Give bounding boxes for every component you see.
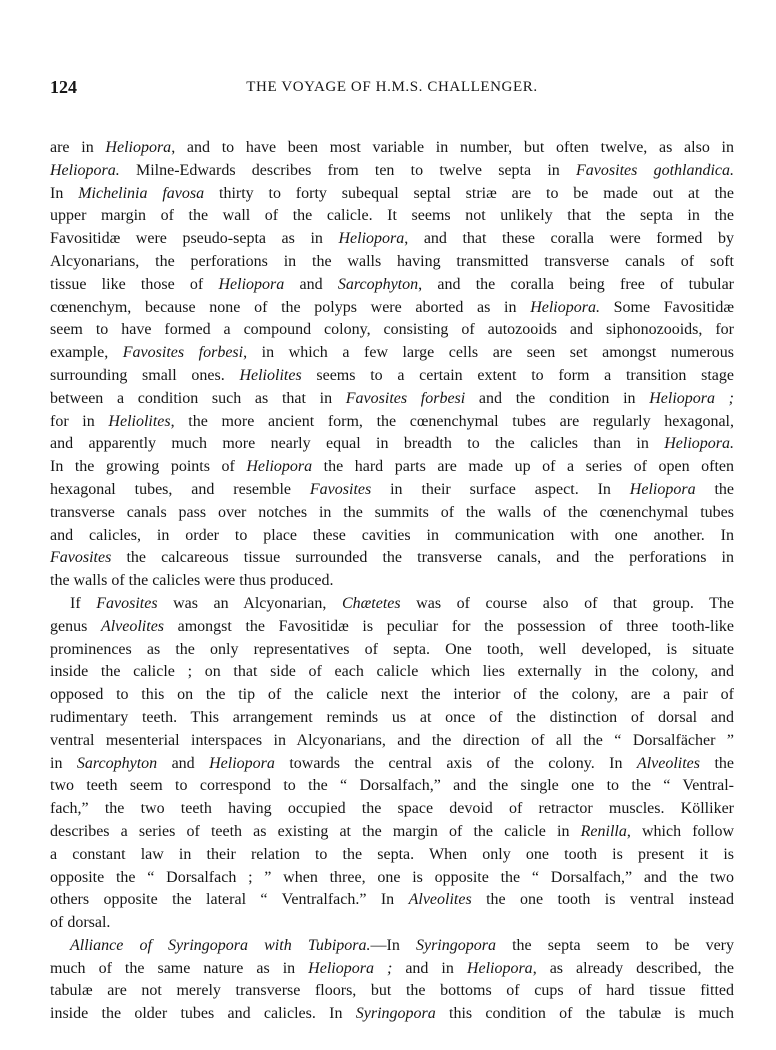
italic-term: Syringopora (415, 936, 496, 954)
text-segment: two teeth seem to correspond to the “ Dorsalfach,” and the single one to the “ Ventral- (50, 777, 734, 795)
text-segment: and apparently much more nearly equal in breadth to the calicles than in (50, 435, 665, 453)
text-line (50, 228, 734, 251)
italic-term: Syringopora (355, 1005, 436, 1023)
text-segment: Alcyonarians, the perforations in the walls having transmitted transverse canals of soft (50, 252, 734, 270)
text-segment: opposed to this on the tip of the calicle next the interior of the colony, are a pair of (50, 686, 734, 704)
text-segment: for in (50, 412, 109, 430)
italic-term: Favosites (96, 594, 158, 612)
text-line (50, 251, 734, 274)
text-line (50, 479, 734, 502)
italic-term: Alveolites (100, 617, 165, 635)
italic-term: Heliopora (246, 458, 313, 476)
text-line (50, 525, 734, 548)
text-segment: hexagonal tubes, and resemble (50, 480, 310, 498)
running-title: THE VOYAGE OF H.M.S. CHALLENGER. (246, 79, 538, 95)
text-segment: transverse canals pass over notches in the summits of the walls of the cœnenchymal tubes (50, 503, 734, 521)
text-segment: genus (50, 617, 101, 635)
text-segment: and the condition in (465, 389, 650, 407)
text-line (50, 980, 734, 1003)
text-segment: tissue like those of (50, 275, 219, 293)
italic-term: Renilla (580, 822, 627, 840)
text-line (50, 274, 734, 297)
text-segment: between a condition such as that in (50, 389, 346, 407)
italic-term: Alveolites (636, 754, 701, 772)
text-line (50, 798, 734, 821)
italic-term: Heliopora ; (308, 959, 393, 977)
text-line (50, 935, 734, 958)
text-line (50, 639, 734, 662)
text-segment: the (695, 480, 735, 498)
text-segment: much of the same nature as in (50, 959, 309, 977)
text-line (50, 319, 734, 342)
text-segment: , as already described, the (532, 959, 735, 977)
text-line (50, 958, 734, 981)
text-line (50, 684, 734, 707)
italic-term: Heliopora (209, 754, 275, 772)
text-segment: prominences as the only representatives of septa. One tooth, well developed, is situate (50, 640, 734, 658)
text-segment: Some Favositidæ (599, 298, 734, 316)
text-segment: , and the coralla being free of tubular (418, 275, 734, 293)
text-segment: was of course also of that group. The (400, 594, 734, 612)
text-line (50, 183, 734, 206)
italic-term: Alveolites (408, 891, 472, 909)
italic-term: Sarcophyton (76, 754, 158, 772)
text-line (50, 137, 734, 160)
text-segment: seems to a certain extent to form a transition stage (301, 366, 734, 384)
text-segment: others opposite the lateral “ Ventralfach.” In (50, 891, 409, 909)
text-segment: and calicles, in order to place these cavities in communication with one another. In (50, 526, 734, 544)
italic-term: Heliopora. (50, 161, 120, 179)
text-segment: rudimentary teeth. This arrangement reminds us at once of the distinction of dorsal and (50, 708, 734, 726)
text-line (50, 570, 734, 593)
page-number: 124 (50, 77, 77, 97)
text-line (50, 844, 734, 867)
italic-term: Chætetes (341, 594, 401, 612)
italic-term: Favosites forbesi (122, 344, 244, 362)
italic-term: Favosites forbesi (345, 389, 466, 407)
text-segment: tabulæ are not merely transverse floors, but the bottoms of cups of hard tissue fitted (50, 982, 734, 1000)
text-line (50, 753, 734, 776)
text-line (50, 867, 734, 890)
text-line (50, 593, 734, 616)
text-line (50, 342, 734, 365)
text-segment: this condition of the tabulæ is much (435, 1005, 735, 1023)
italic-term: Heliopora. (530, 298, 600, 316)
text-segment: thirty to forty subequal septal striæ are to be made out at the (204, 184, 735, 202)
text-segment: the calcareous tissue surrounded the transverse canals, and the perforations in (111, 549, 734, 567)
text-segment: example, (50, 344, 123, 362)
text-line (50, 707, 734, 730)
text-line (50, 821, 734, 844)
italic-term: Heliolites (108, 412, 171, 430)
italic-term: Favosites gothlandica. (576, 161, 735, 179)
italic-term: Sarcophyton (337, 275, 419, 293)
text-segment: of dorsal. (50, 914, 111, 932)
text-segment: in their surface aspect. In (371, 480, 630, 498)
text-line (50, 365, 734, 388)
text-segment: the (700, 754, 734, 772)
text-segment: upper margin of the wall of the calicle. It seems not unlikely that the septa in the (50, 207, 734, 225)
text-line (50, 297, 734, 320)
text-segment: describes a series of teeth as existing at the margin of the calicle in (50, 822, 581, 840)
italic-term: Heliopora (105, 139, 172, 156)
text-segment: opposite the “ Dorsalfach ; ” when three, one is opposite the “ Dorsalfach,” and the two (50, 868, 734, 886)
page-header (50, 77, 734, 101)
body-text (50, 137, 734, 1026)
text-segment: Favositidæ were pseudo-septa as in (50, 230, 339, 248)
text-segment: in (50, 754, 77, 772)
text-line (50, 912, 734, 935)
text-segment: , the more ancient form, the cœnenchymal tubes are regularly hexagonal, (170, 412, 735, 430)
text-segment: and (157, 754, 210, 772)
italic-term: Heliopora (338, 230, 405, 248)
text-line (50, 616, 734, 639)
text-segment: cœnenchym, because none of the polyps were aborted as in (50, 298, 531, 316)
italic-term: Heliopora (466, 959, 533, 977)
text-segment: In the growing points of (50, 458, 247, 476)
text-segment: surrounding small ones. (50, 366, 240, 384)
text-segment: the walls of the calicles were thus produced. (50, 572, 334, 590)
text-line (50, 160, 734, 183)
text-segment: fach,” the two teeth having occupied the space devoid of retractor muscles. Kölliker (50, 800, 734, 818)
text-line (50, 205, 734, 228)
italic-term: Alliance of Syringopora with Tubipora. (70, 936, 371, 954)
text-segment: If (70, 594, 97, 612)
text-line (50, 411, 734, 434)
text-segment: the hard parts are made up of a series of open often (312, 458, 734, 476)
text-segment: —In (370, 936, 416, 954)
text-segment: , which follow (626, 822, 734, 840)
text-segment: ventral mesenterial interspaces in Alcyonarians, and the direction of all the “ Dorsalfächer ” (50, 731, 734, 749)
text-segment: was an Alcyonarian, (157, 594, 342, 612)
italic-term: Michelinia favosa (78, 184, 205, 202)
text-segment: inside the older tubes and calicles. In (50, 1005, 356, 1023)
italic-term: Heliopora ; (649, 389, 735, 407)
text-segment: and in (392, 959, 467, 977)
text-segment: and (284, 275, 338, 293)
italic-term: Heliolites (239, 366, 302, 384)
text-segment: Milne-Edwards describes from ten to twelve septa in (119, 161, 577, 179)
text-segment: towards the central axis of the colony. In (274, 754, 637, 772)
text-line (50, 661, 734, 684)
text-segment: are in (50, 139, 106, 156)
italic-term: Heliopora (218, 275, 285, 293)
text-line (50, 502, 734, 525)
text-line (50, 433, 734, 456)
text-segment: , in which a few large cells are seen set amongst numerous (243, 344, 735, 362)
italic-term: Favosites (50, 549, 112, 567)
text-line (50, 730, 734, 753)
text-line (50, 547, 734, 570)
italic-term: Heliopora. (664, 435, 734, 453)
text-line (50, 456, 734, 479)
text-line (50, 1003, 734, 1026)
italic-term: Favosites (309, 480, 372, 498)
text-segment: seem to have formed a compound colony, consisting of autozooids and siphonozooids, for (50, 321, 734, 339)
text-line (50, 388, 734, 411)
text-segment: the one tooth is ventral instead (471, 891, 735, 909)
italic-term: Heliopora (629, 480, 696, 498)
text-segment: In (50, 184, 79, 202)
text-segment: , and to have been most variable in number, but often twelve, as also in (171, 139, 734, 156)
text-segment: the septa seem to be very (495, 936, 734, 954)
text-segment: amongst the Favositidæ is peculiar for the possession of three tooth-like (164, 617, 735, 635)
text-segment: inside the calicle ; on that side of each calicle which lies externally in the colony, and (50, 663, 734, 681)
text-segment: a constant law in their relation to the septa. When only one tooth is present it is (50, 845, 734, 863)
text-line (50, 775, 734, 798)
text-line (50, 889, 734, 912)
text-segment: , and that these coralla were formed by (404, 230, 735, 248)
